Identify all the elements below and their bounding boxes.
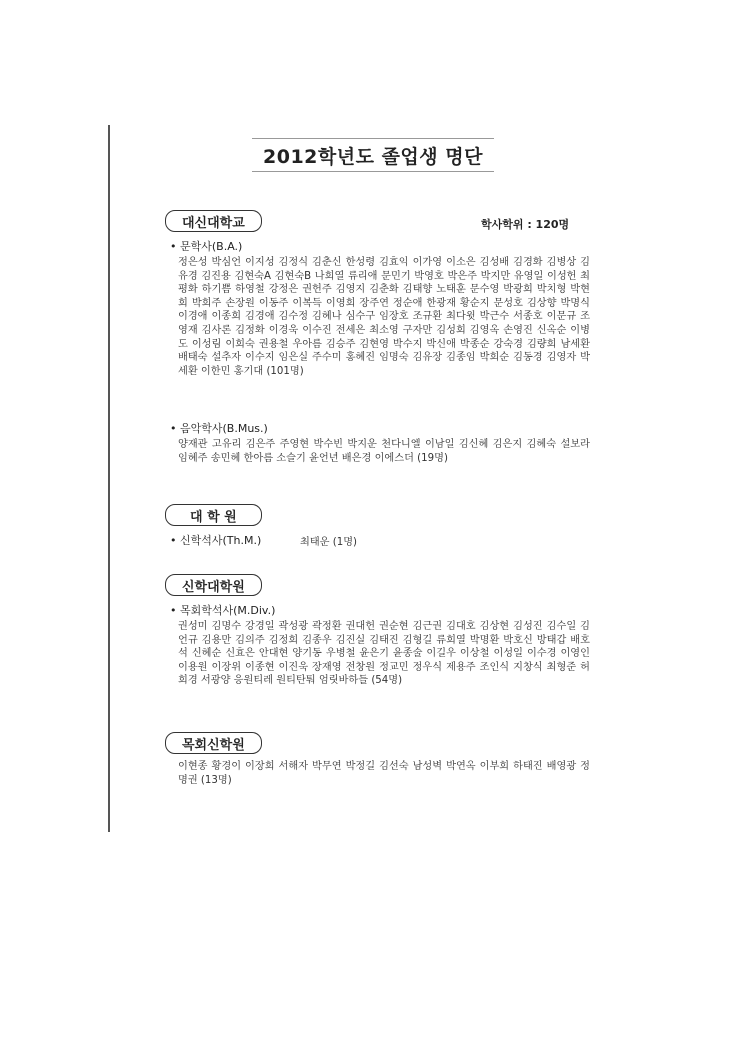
subheading-ba: • 문학사(B.A.) (170, 240, 243, 253)
subheading-bmus: • 음악학사(B.Mus.) (170, 422, 268, 435)
subheading-thm: • 신학석사(Th.M.) (170, 534, 262, 547)
degree-count: 학사학위 : 120명 (481, 218, 570, 231)
names-thm: 최태운 (1명) (300, 537, 358, 548)
section-heading-university: 대신대학교 (165, 210, 262, 232)
subheading-mdiv: • 목회학석사(M.Div.) (170, 604, 276, 617)
section-heading-theology-school: 신학대학원 (165, 574, 262, 596)
page-title: 2012학년도 졸업생 명단 (252, 138, 494, 172)
names-mdiv: 권성미 김명수 강경일 곽성광 곽정환 권대헌 권순현 김근권 김대호 김상현 김성진 김수일 김언규 김용만 김의주 김정희 김종우 김진실 김태진 김형길 류희열 박명환 박호신 방태갑 배호석 신혜순 신효은 안대현 양기동 우병철 윤은기 윤종술 이길우 이상철 이성일 이수경 이영인 이용원 이장위 이종현 이진욱 장재영 전창원 정교민 정우식 제용주 조인식 지창식 최형준 허희경 서광양 응원티레 원티탄퉈 엄릿바하들 (54명) (178, 621, 590, 687)
section-heading-pastoral-school: 목회신학원 (165, 732, 262, 754)
names-pastoral: 이현종 황경이 이장희 서해자 박무연 박정길 김선숙 남성벽 박연옥 이부희 하태진 배영광 정명권 (13명) (178, 761, 590, 786)
margin-rule (108, 125, 110, 832)
section-heading-graduate-school: 대 학 원 (165, 504, 262, 526)
names-ba: 정은성 박심언 이지성 김정식 김춘신 한성령 김효익 이가영 이소은 김성배 김경화 김병상 김유경 김진용 김현숙A 김현숙B 나희열 류리애 문민기 박영호 박은주 박지만 유영일 이성헌 최평화 하기쁨 하영철 강정은 권헌주 김영지 김춘화 김태향 노태훈 문수영 박광희 박치형 박현희 박희주 손장원 이동주 이복득 이영희 장주연 정순애 한광재 황순지 문성호 김상향 박명식 이경애 이종희 김경애 김수정 김혜나 심수구 임장호 조규환 최다윗 박근수 서종호 이문규 조영재 김사론 김정화 이경욱 이수진 전세은 최소영 구자만 김성희 김영옥 손영진 신옥순 이병도 이성림 이희숙 권용철 우아름 김승주 김현영 박수지 박신애 박종순 강숙경 김량희 남세환 배태숙 설추자 이수지 임은실 주수미 홍혜진 임명숙 김유장 김종임 박희순 김동경 김영자 박세환 이한민 홍기대 (101명) (178, 257, 590, 377)
names-bmus: 양재관 고유리 김은주 주영현 박수빈 박지운 천다니엘 이남일 김신혜 김은지 김혜숙 설보라 임혜주 송민혜 한아름 소슬기 윤언년 배은경 이에스더 (19명) (178, 439, 590, 464)
